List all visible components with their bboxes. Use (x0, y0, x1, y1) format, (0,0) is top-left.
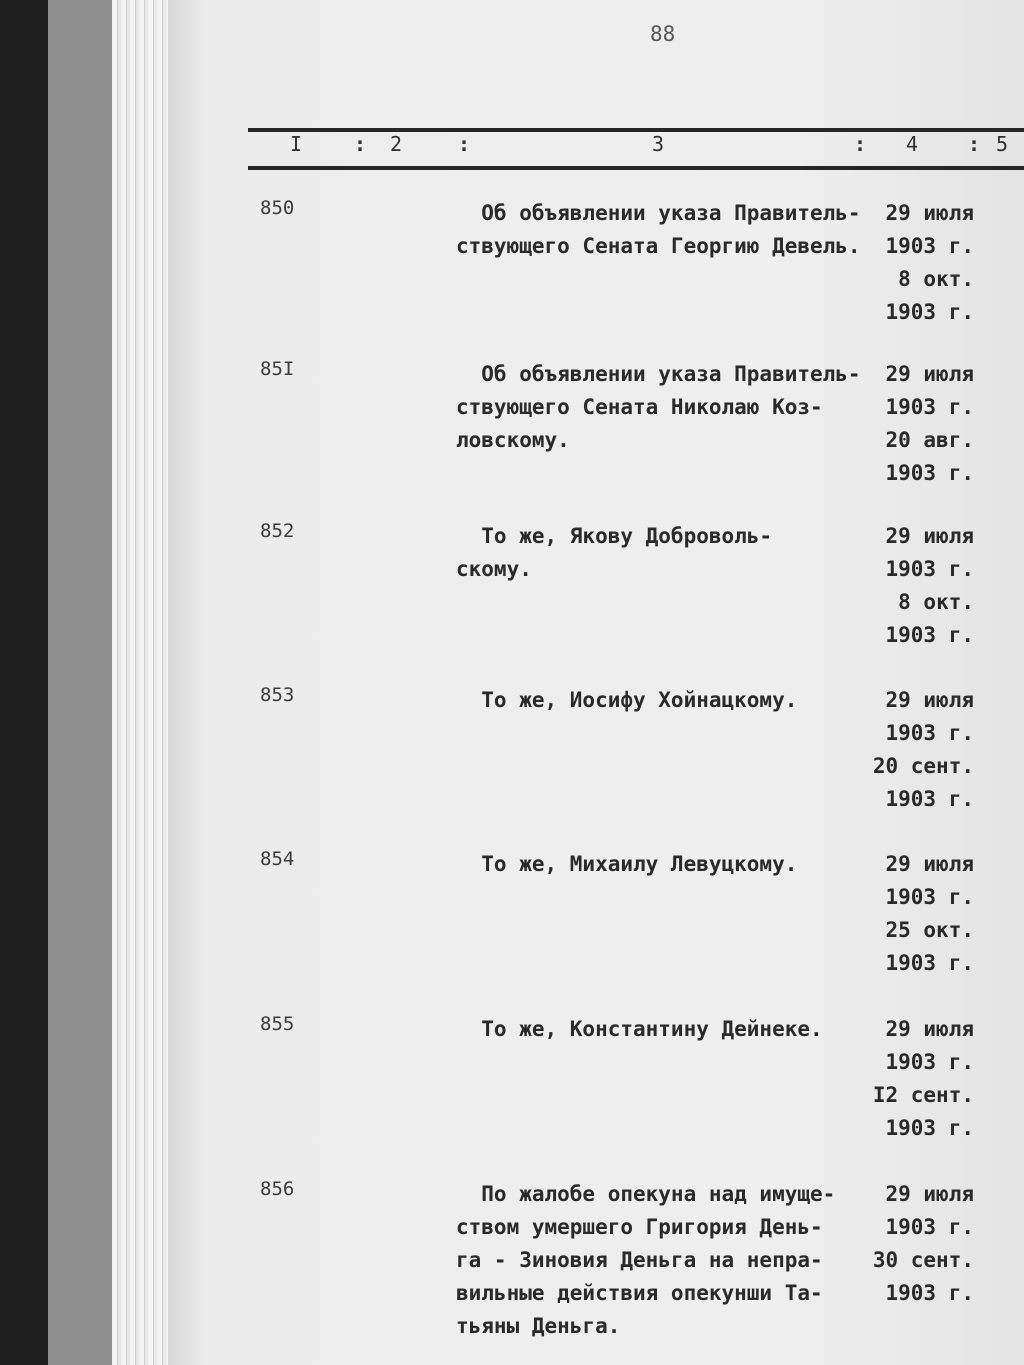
column-separator: : (854, 132, 867, 156)
record-number: 854 (260, 848, 295, 870)
record-dates: 29 июля 1903 г. 20 авг. 1903 г. (885, 362, 974, 485)
record-dates: 29 июля 1903 г. 30 сент. 1903 г. (872, 1182, 974, 1305)
record-dates: 29 июля 1903 г. 25 окт. 1903 г. (885, 852, 974, 975)
record-number: 855 (260, 1013, 295, 1035)
document-page (168, 0, 1024, 1365)
column-4-header: 4 (906, 132, 919, 156)
record-title: То же, Михаилу Левуцкому. (456, 852, 798, 876)
record-dates: 29 июля 1903 г. I2 сент. 1903 г. (872, 1017, 974, 1140)
column-1-header: I (290, 132, 303, 156)
record-number: 85I (260, 358, 295, 380)
column-separator: : (968, 132, 981, 156)
column-5-header: 5 (996, 132, 1009, 156)
page-stack-edges (112, 0, 168, 1365)
record-title: Об объявлении указа Правитель- ствующего Сената Николаю Коз- ловскому. (456, 362, 861, 452)
binder-spine (0, 0, 48, 1365)
record-dates: 29 июля 1903 г. 20 сент. 1903 г. (872, 688, 974, 811)
record-number: 853 (260, 684, 295, 706)
binder-cover-board (48, 0, 114, 1365)
page-number: 88 (650, 22, 676, 46)
record-number: 856 (260, 1178, 295, 1200)
record-dates: 29 июля 1903 г. 8 окт. 1903 г. (885, 201, 974, 324)
record-title: То же, Якову Доброволь- скому. (456, 524, 773, 581)
column-3-header: 3 (652, 132, 665, 156)
record-title: Об объявлении указа Правитель- ствующего Сената Георгию Девель. (456, 201, 861, 258)
record-title: То же, Константину Дейнеке. (456, 1017, 823, 1041)
column-separator: : (354, 132, 367, 156)
record-title: По жалобе опекуна над имуще- ством умершего Григория День- га - Зиновия Деньга на непра- вильные действия опекунши Та- тьяны Деньга. (456, 1182, 836, 1338)
header-rule-bottom (248, 166, 1024, 170)
record-title: То же, Иосифу Хойнацкому. (456, 688, 798, 712)
record-dates: 29 июля 1903 г. 8 окт. 1903 г. (885, 524, 974, 647)
column-2-header: 2 (390, 132, 403, 156)
column-separator: : (458, 132, 471, 156)
record-number: 852 (260, 520, 295, 542)
record-number: 850 (260, 197, 295, 219)
